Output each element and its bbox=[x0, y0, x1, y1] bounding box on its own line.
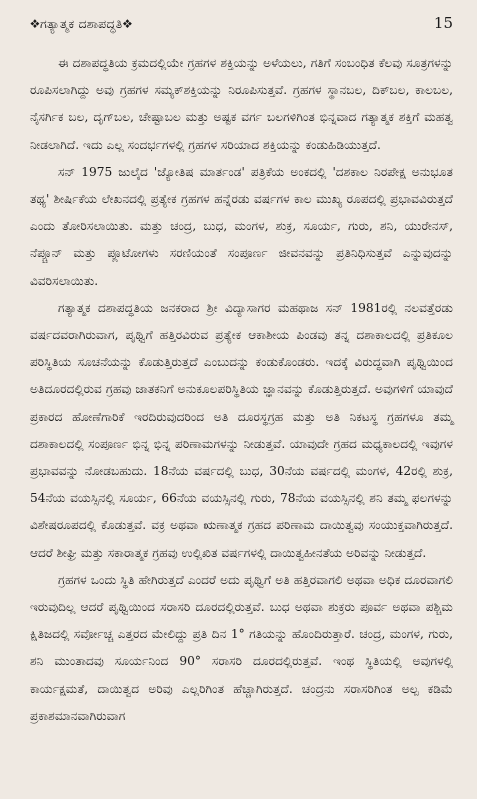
paragraph: ಗತ್ಯಾತ್ಮಕ ದಶಾಪದ್ಧತಿಯ ಜನಕರಾದ ಶ್ರೀ ವಿದ್ಯಾಸಾಗರ ಮಹಥಾಜ ಸನ್ 1981ರಲ್ಲಿ ನಲವತ್ತೆರಡು ವರ್ಷದವರಾಗಿರುವಾಗ, ಪೃಥ್ವಿಗೆ ಹತ್ತಿರವಿರುವ ಪ್ರತ್ಯೇಕ ಆಕಾಶೀಯ ಪಿಂಡವು ತನ್ನ ದಶಾಕಾಲದಲ್ಲಿ ಪ್ರತಿಕೂಲ ಪರಿಸ್ಥಿತಿಯ ಸೂಚನೆಯನ್ನು ಕೊಡುತ್ತಿರುತ್ತದೆ ಎಂಬುದನ್ನು ಕಂಡುಕೊಂಡರು. ಇದಕ್ಕೆ ವಿರುದ್ಧವಾಗಿ ಪೃಥ್ವಿಯಿಂದ ಅತಿದೂರದಲ್ಲಿರುವ ಗ್ರಹವು ಜಾತಕನಿಗೆ ಅನುಕೂಲಪರಿಸ್ಥಿತಿಯ ಜ್ಞಾನವನ್ನು ಕೊಡುತ್ತಿರುತ್ತದೆ. ಅವುಗಳಿಗೆ ಯಾವುದೆ ಪ್ರಕಾರದ ಹೋಣೆಗಾರಿಕೆ ಇರದಿರುವುದರಿಂದ ಅತಿ ದೂರಸ್ಥಗ್ರಹ ಮತ್ತು ಅತಿ ನಿಕಟಸ್ಥ ಗ್ರಹಗಳೂ ತಮ್ಮ ದಶಾಕಾಲದಲ್ಲಿ ಸಂಪೂರ್ಣ ಭಿನ್ನ ಭಿನ್ನ ಪರಿಣಾಮಗಳನ್ನು ನೀಡುತ್ತವೆ. ಯಾವುದೇ ಗ್ರಹದ ಮಧ್ಯಕಾಲದಲ್ಲಿ ಇವುಗಳ ಪ್ರಭಾವವನ್ನು ನೋಡಬಹುದು. 18ನೆಯ ವರ್ಷದಲ್ಲಿ ಬುಧ, 30ನೆಯ ವರ್ಷದಲ್ಲಿ ಮಂಗಳ, 42ರಲ್ಲಿ ಶುಕ್ರ, 54ನೆಯ ವಯಸ್ಸಿನಲ್ಲಿ ಸೂರ್ಯ, 66ನೆಯ ವಯಸ್ಸಿನಲ್ಲಿ ಗುರು, 78ನೆಯ ವಯಸ್ಸಿನಲ್ಲಿ ಶನಿ ತಮ್ಮ ಫಲಗಳನ್ನು ವಿಶೇಷರೂಪದಲ್ಲಿ ಕೊಡುತ್ತವೆ. ವಕ್ರ ಅಥವಾ ಋಣಾತ್ಮಕ ಗ್ರಹದ ಪರಿಣಾಮ ದಾಯಿತ್ವವು ಸಂಯುಕ್ತವಾಗಿರುತ್ತದೆ. ಆದರೆ ಶೀಘ್ರಿ ಮತ್ತು ಸಕಾರಾತ್ಮಕ ಗ್ರಹವು ಉಲ್ಲಿಖಿತ ವರ್ಷಗಳಲ್ಲಿ ದಾಯಿತ್ವಹೀನತೆಯ ಅರಿವನ್ನು ನೀಡುತ್ತದೆ. bbox=[30, 300, 453, 560]
page-header bbox=[30, 14, 453, 50]
paragraph: ಈ ದಶಾಪದ್ಧತಿಯ ಕ್ರಮದಲ್ಲಿಯೇ ಗ್ರಹಗಳ ಶಕ್ತಿಯನ್ನು ಅಳೆಯಲು, ಗತಿಗೆ ಸಂಬಂಧಿತ ಕೆಲವು ಸೂತ್ರಗಳನ್ನು ರೂಪಿಸಲಾಗಿದ್ದು ಅವು ಗ್ರಹಗಳ ಸಮ್ಯಕ್‌ಶಕ್ತಿಯನ್ನು ನಿರೂಪಿಸುತ್ತವೆ. ಗ್ರಹಗಳ ಸ್ಥಾನಬಲ, ದಿಕ್‌ಬಲ, ಕಾಲಬಲ, ನೈಸರ್ಗಿಕ ಬಲ, ದೃಗ್‌ಬಲ, ಚೇಷ್ಟಾಬಲ ಮತ್ತು ಅಷ್ಟಕ ವರ್ಗ ಬಲಗಳಿಗಿಂತ ಭಿನ್ನವಾದ ಗತ್ಯಾತ್ಮಕ ಶಕ್ತಿಗೆ ಮಹತ್ವ ನೀಡಲಾಗಿದೆ. ಇದು ಎಲ್ಲ ಸಂದರ್ಭಗಳಲ್ಲಿ ಗ್ರಹಗಳ ಸರಿಯಾದ ಶಕ್ತಿಯನ್ನು ಕಂಡುಹಿಡಿಯುತ್ತದೆ. bbox=[30, 56, 453, 152]
paragraph: ಗ್ರಹಗಳ ಒಂದು ಸ್ಥಿತಿ ಹೇಗಿರುತ್ತದೆ ಎಂದರೆ ಅದು ಪೃಥ್ವಿಗೆ ಅತಿ ಹತ್ತಿರವಾಗಲಿ ಅಥವಾ ಅಧಿಕ ದೂರವಾಗಲಿ ಇರುವುದಿಲ್ಲ ಆದರೆ ಪೃಥ್ವಿಯಿಂದ ಸರಾಸರಿ ದೂರದಲ್ಲಿರುತ್ತವೆ. ಬುಧ ಅಥವಾ ಶುಕ್ರರು ಪೂರ್ವ ಅಥವಾ ಪಶ್ಚಿಮ ಕ್ಷಿತಿಜದಲ್ಲಿ ಸರ್ವೋಚ್ಚ ಎತ್ತರದ ಮೇಲಿದ್ದು ಪ್ರತಿ ದಿನ 1° ಗತಿಯನ್ನು ಹೊಂದಿರುತ್ತಾರೆ. ಚಂದ್ರ, ಮಂಗಳ, ಗುರು, ಶನಿ ಮುಂತಾದವು ಸೂರ್ಯನಿಂದ 90° ಸರಾಸರಿ ದೂರದಲ್ಲಿರುತ್ತವೆ. ಇಂಥ ಸ್ಥಿತಿಯಲ್ಲಿ ಅವುಗಳಲ್ಲಿ ಕಾರ್ಯಕ್ಷಮತೆ, ದಾಯಿತ್ವದ ಅರಿವು ಎಲ್ಲರಿಗಿಂತ ಹೆಚ್ಚಾಗಿರುತ್ತದೆ. ಚಂದ್ರನು ಸರಾಸರಿಗಿಂತ ಅಲ್ಪ ಕಡಿಮೆ ಪ್ರಕಾಶಮಾನವಾಗಿರುವಾಗ bbox=[30, 572, 453, 723]
running-head: ❖ಗತ್ಯಾತ್ಮಕ ದಶಾಪದ್ಧತಿ❖ bbox=[30, 16, 133, 31]
body-text bbox=[30, 50, 453, 730]
paragraph: ಸನ್ 1975 ಜುಲೈದ 'ಜ್ಯೋತಿಷ ಮಾರ್ತಂಡ' ಪತ್ರಿಕೆಯ ಅಂಕದಲ್ಲಿ 'ದಶಕಾಲ ನಿರಪೇಕ್ಷ ಅನುಭೂತ ತಥ್ಯ' ಶೀರ್ಷಿಕೆಯ ಲೇಖನದಲ್ಲಿ ಪ್ರತ್ಯೇಕ ಗ್ರಹಗಳ ಹನ್ನೆರಡು ವರ್ಷಗಳ ಕಾಲ ಮುಖ್ಯ ರೂಪದಲ್ಲಿ ಪ್ರಭಾವವಿರುತ್ತದೆ ಎಂದು ತೋರಿಸಲಾಯಿತು. ಮತ್ತು ಚಂದ್ರ, ಬುಧ, ಮಂಗಳ, ಶುಕ್ರ, ಸೂರ್ಯ, ಗುರು, ಶನಿ, ಯುರೇನಸ್, ನೆಪ್ಚೂನ್ ಮತ್ತು ಪ್ಲೂಟೋಗಳು ಸರಣಿಯಂತೆ ಸಂಪೂರ್ಣ ಜೀವನವನ್ನು ಪ್ರತಿನಿಧಿಸುತ್ತವೆ ಎನ್ನುವುದನ್ನು ವಿವರಿಸಲಾಯಿತು. bbox=[30, 164, 453, 288]
page-number: 15 bbox=[433, 14, 453, 32]
